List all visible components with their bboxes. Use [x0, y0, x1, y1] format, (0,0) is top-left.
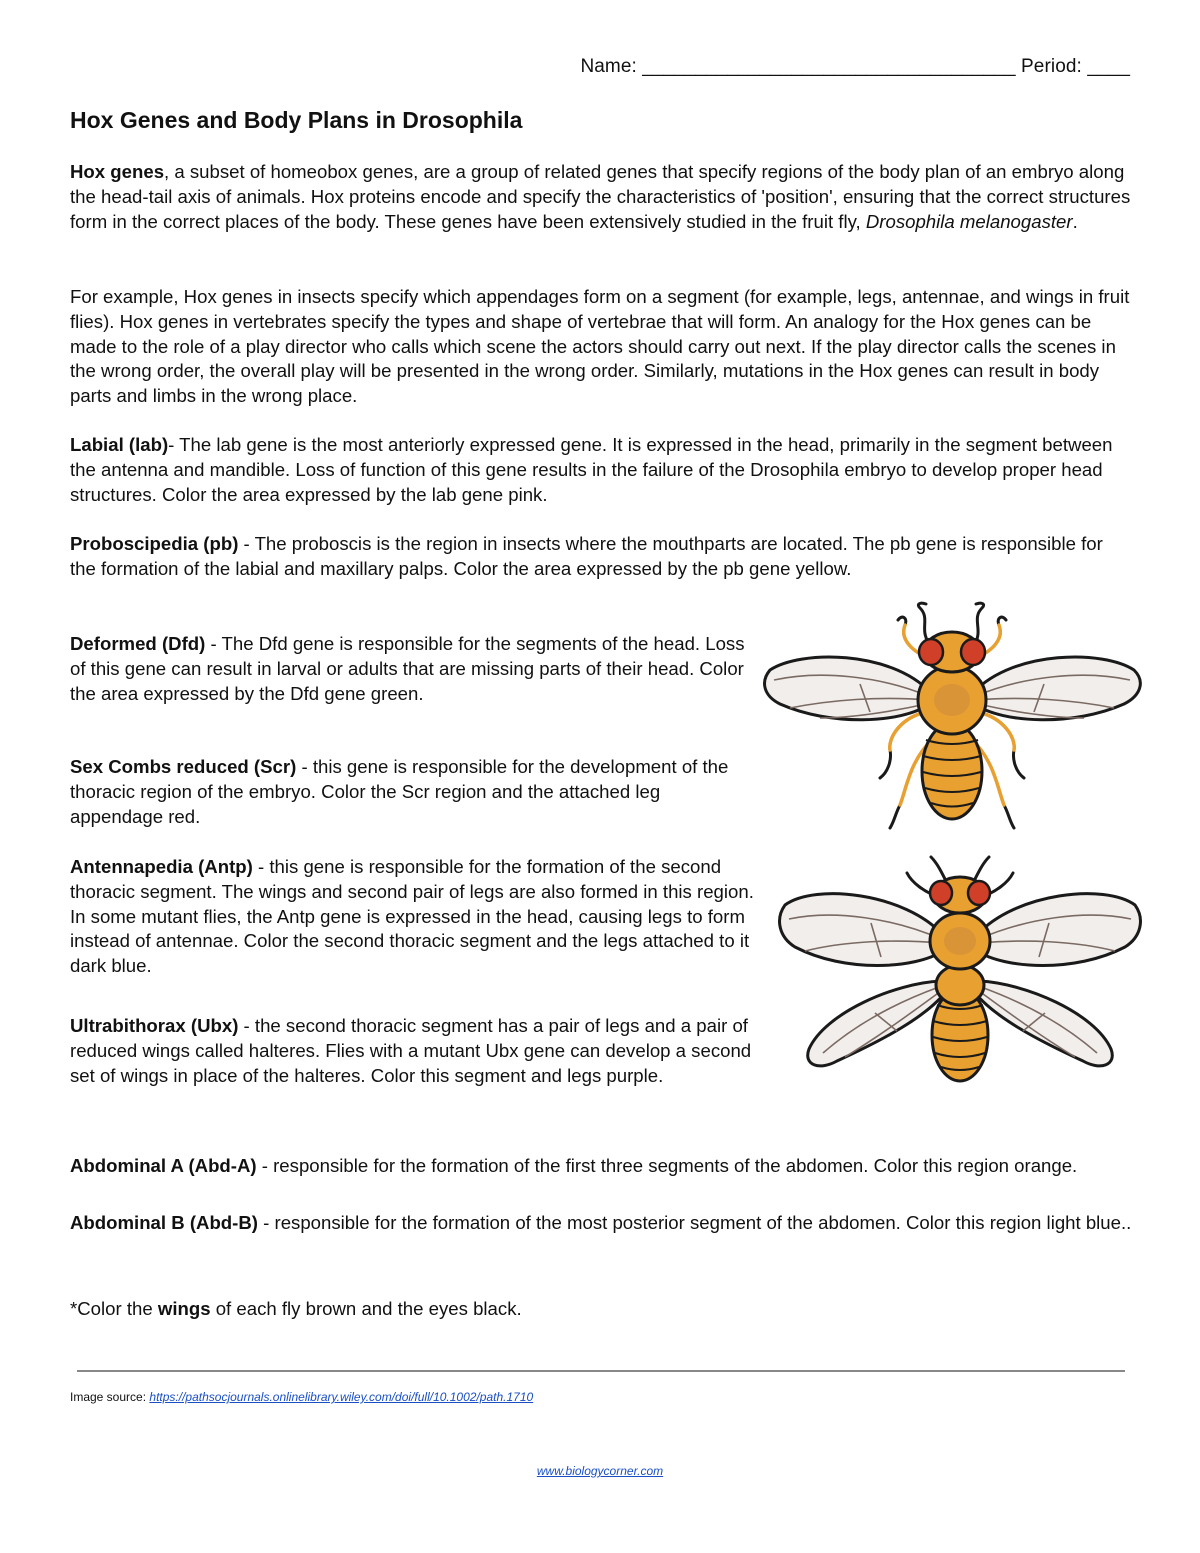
- gene-abdb-paragraph: [70, 1211, 1132, 1236]
- wing-rear-right: [975, 981, 1112, 1066]
- intro-text-1: , a subset of homeobox genes, are a group of related genes that specify regions of the body plan of an embryo along the head-tail axis of animals. Hox proteins encode and specify the characteristics of 'position', ensuring that the correct structures form in the correct places of the body. These genes have been extensively studied in the fruit fly,: [70, 161, 1131, 232]
- gene-antp-paragraph: [70, 855, 760, 979]
- gene-abda-text: - responsible for the formation of the first three segments of the abdomen. Color this region orange.: [256, 1155, 1078, 1176]
- gene-lab-paragraph: [70, 433, 1132, 507]
- antenna-right: [976, 603, 984, 642]
- note-prefix: *Color the: [70, 1298, 158, 1319]
- image-source-label: Image source: [70, 1390, 143, 1404]
- eye-left: [919, 639, 943, 665]
- page-title: Hox Genes and Body Plans in Drosophila: [70, 107, 523, 133]
- coloring-note: [70, 1297, 1132, 1322]
- gene-antp-text: - this gene is responsible for the formation of the second thoracic segment. The wings and second pair of legs are also formed in this region. In some mutant flies, the Antp gene is expressed in the head, causing legs to form instead of antennae. Color the second thoracic segment and the legs attached to it dark blue.: [70, 856, 754, 977]
- gene-scr-name: Sex Combs reduced (Scr): [70, 756, 297, 777]
- wing-rear-left: [808, 981, 945, 1066]
- period-blank[interactable]: ____: [1087, 56, 1130, 77]
- gene-ubx-text: - the second thoracic segment has a pair of legs and a pair of reduced wings called halteres. Flies with a mutant Ubx gene can develop a second set of wings in place of the halteres. Color this segment and legs purple.: [70, 1015, 752, 1086]
- name-label: Name:: [580, 56, 637, 77]
- gene-lab-text: - The lab gene is the most anteriorly expressed gene. It is expressed in the head, primarily in the segment between the antenna and mandible. Loss of function of this gene results in the failure of the Drosophila embryo to develop proper head structures. Color the area expressed by the lab gene pink.: [70, 434, 1113, 505]
- image-source-link[interactable]: https://pathsocjournals.onlinelibrary.wiley.com/doi/full/10.1002/path.1710: [149, 1390, 534, 1404]
- abdomen: [922, 723, 982, 819]
- gene-pb-name: Proboscipedia (pb): [70, 533, 239, 554]
- site-link[interactable]: www.biologycorner.com: [536, 1464, 664, 1478]
- intro-term: Hox genes: [70, 161, 165, 182]
- eye-right: [968, 881, 990, 905]
- footer-divider: [77, 1370, 1125, 1372]
- eye-left: [930, 881, 952, 905]
- gene-abdb-name: Abdominal B (Abd-B): [70, 1212, 258, 1233]
- eye-right: [961, 639, 985, 665]
- gene-lab-name: Labial (lab): [70, 434, 169, 455]
- gene-dfd-text: - The Dfd gene is responsible for the segments of the head. Loss of this gene can result in larval or adults that are missing parts of their head. Color the area expressed by the Dfd gene green.: [70, 633, 745, 704]
- name-blank[interactable]: ___________________________________: [642, 56, 1016, 77]
- gene-dfd-paragraph: [70, 632, 760, 706]
- intro-species: Drosophila melanogaster: [865, 210, 1073, 232]
- intro-paragraph: [70, 160, 1132, 234]
- name-period-line: [580, 56, 1130, 78]
- example-paragraph: For example, Hox genes in insects specify which appendages form on a segment (for example, legs, antennae, and wings in fruit flies). Hox genes in vertebrates specify the types and shape of vertebrae that will form. An analogy for the Hox genes can be made to the role of a play director who calls which scene the actors should carry out next. If the play director calls the scenes in the wrong order, the overall play will be presented in the wrong order. Similarly, mutations in the Hox genes can result in body parts and limbs in the wrong place.: [70, 286, 1130, 407]
- gene-antp-name: Antennapedia (Antp): [70, 856, 253, 877]
- gene-ubx-name: Ultrabithorax (Ubx): [70, 1015, 239, 1036]
- gene-abdb-text: - responsible for the formation of the most posterior segment of the abdomen. Color this region light blue..: [257, 1212, 1132, 1233]
- image-source-line: [70, 1390, 533, 1404]
- note-suffix: of each fly brown and the eyes black.: [210, 1298, 522, 1319]
- gene-scr-paragraph: [70, 755, 755, 829]
- gene-ubx-paragraph: [70, 1014, 760, 1088]
- thorax-rear: [936, 965, 984, 1005]
- fly-normal-illustration: [760, 600, 1152, 832]
- image-source-colon: :: [142, 1390, 147, 1404]
- gene-pb-paragraph: [70, 532, 1132, 582]
- site-footer: [0, 1464, 1200, 1478]
- gene-scr-text: - this gene is responsible for the development of the thoracic region of the embryo. Color the Scr region and the attached leg appendage red.: [70, 756, 729, 827]
- antenna-left: [918, 603, 928, 642]
- gene-dfd-name: Deformed (Dfd): [70, 633, 206, 654]
- gene-pb-text: - The proboscis is the region in insects where the mouthparts are located. The pb gene is responsible for the formation of the labial and maxillary palps. Color the area expressed by the pb gene yellow.: [70, 533, 1103, 579]
- note-bold: wings: [157, 1298, 211, 1319]
- intro-text-2: .: [1072, 210, 1078, 232]
- fly-ubx-mutant-illustration: [775, 853, 1145, 1088]
- period-label: Period:: [1021, 56, 1082, 77]
- gene-abda-name: Abdominal A (Abd-A): [70, 1155, 257, 1176]
- gene-abda-paragraph: [70, 1154, 1132, 1179]
